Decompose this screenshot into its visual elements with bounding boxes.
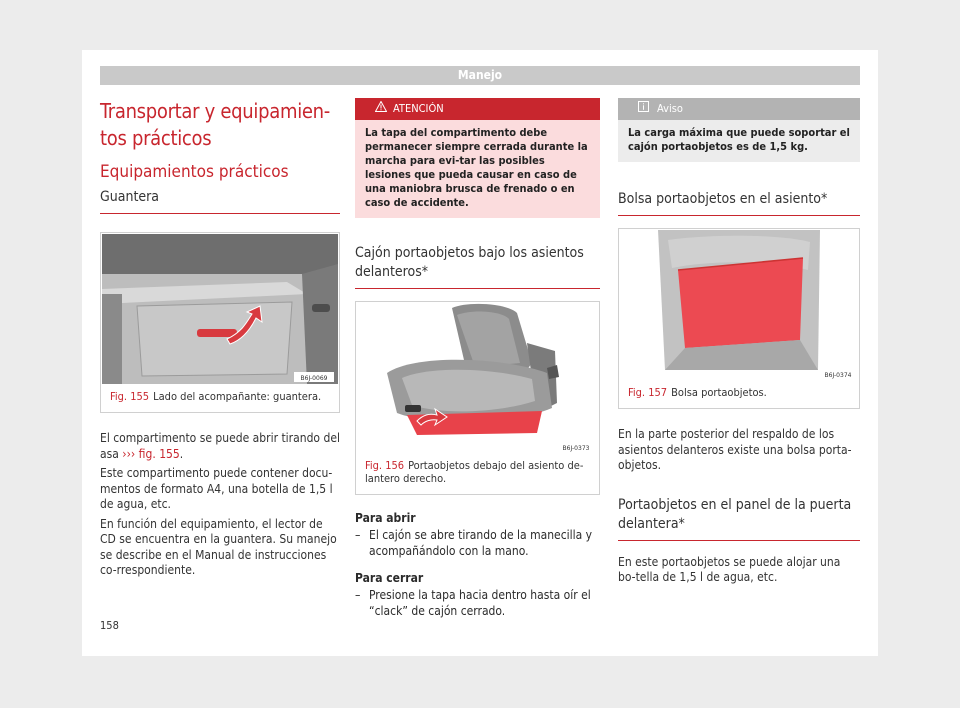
figure-code: B6J-0069 <box>300 375 328 382</box>
figure-caption: Fig. 157 Bolsa portaobjetos. <box>628 386 767 399</box>
figure-reference-link[interactable]: ››› fig. 155 <box>122 446 180 461</box>
seat-drawer-illustration <box>357 303 598 453</box>
info-icon <box>638 98 649 120</box>
note-header: Aviso <box>618 98 860 120</box>
figure-number: Fig. 157 <box>628 386 668 399</box>
figure-code: B6J-0374 <box>824 372 852 379</box>
open-step: – El cajón se abre tirando de la manecilla y acompañándolo con la mano. <box>355 528 593 558</box>
chapter-title: Transportar y equipamien- tos prácticos <box>100 99 330 150</box>
figure-caption: Fig. 156 Portaobjetos debajo del asiento de-lantero derecho. <box>365 459 584 485</box>
warning-header: ATENCIÓN <box>355 98 600 120</box>
warning-text: La tapa del compartimento debe permanecer siempre cerrada durante la marcha para evi-tar las posibles lesiones que pueda causar en caso de una maniobra brusca de frenado o en caso de accidente. <box>365 126 588 209</box>
close-label: Para cerrar <box>355 571 424 585</box>
section-heading: Bolsa portaobjetos en el asiento* <box>618 190 860 216</box>
figure-code: B6J-0373 <box>562 445 590 452</box>
open-label: Para abrir <box>355 511 416 525</box>
figure-seat-pocket <box>618 228 860 409</box>
figure-seat-drawer <box>355 301 600 495</box>
page-number: 158 <box>100 619 119 632</box>
paragraph: En la parte posterior del respaldo de los asientos delanteros existe una bolsa porta-objetos. <box>618 427 852 472</box>
warning-box <box>355 98 600 218</box>
note-box <box>618 98 860 162</box>
close-step: – Presione la tapa hacia dentro hasta oír el “clack” de cajón cerrado. <box>355 588 591 618</box>
paragraph: El compartimento se puede abrir tirando del asa ››› fig. 155. <box>100 431 340 461</box>
column-left <box>100 98 340 583</box>
section-subtitle: Equipamientos prácticos <box>100 162 289 182</box>
figure-glovebox <box>100 232 340 413</box>
figure-number: Fig. 156 <box>365 459 405 472</box>
section-heading: Cajón portaobjetos bajo los asientos delanteros* <box>355 244 600 289</box>
note-text: La carga máxima que puede soportar el cajón portaobjetos es de 1,5 kg. <box>628 126 850 153</box>
figure-caption: Fig. 155 Lado del acompañante: guantera. <box>110 390 322 403</box>
section-heading: Portaobjetos en el panel de la puerta delantera* <box>618 496 860 541</box>
paragraph: En este portaobjetos se puede alojar una bo-tella de 1,5 l de agua, etc. <box>618 554 841 584</box>
figure-number: Fig. 155 <box>110 390 150 403</box>
paragraph: Este compartimento puede contener docu-mentos de formato A4, una botella de 1,5 l de agua, etc. <box>100 466 333 511</box>
warning-triangle-icon <box>375 98 387 120</box>
section-header: Manejo <box>100 66 860 85</box>
subsection-heading: Guantera <box>100 188 340 214</box>
paragraph: En función del equipamiento, el lector de CD se encuentra en la guantera. Su manejo se describe en el Manual de instrucciones co-rrespondiente. <box>100 516 337 577</box>
glovebox-illustration <box>102 234 338 384</box>
column-right <box>618 98 860 590</box>
column-middle <box>355 98 600 619</box>
seat-pocket-illustration <box>620 230 858 380</box>
